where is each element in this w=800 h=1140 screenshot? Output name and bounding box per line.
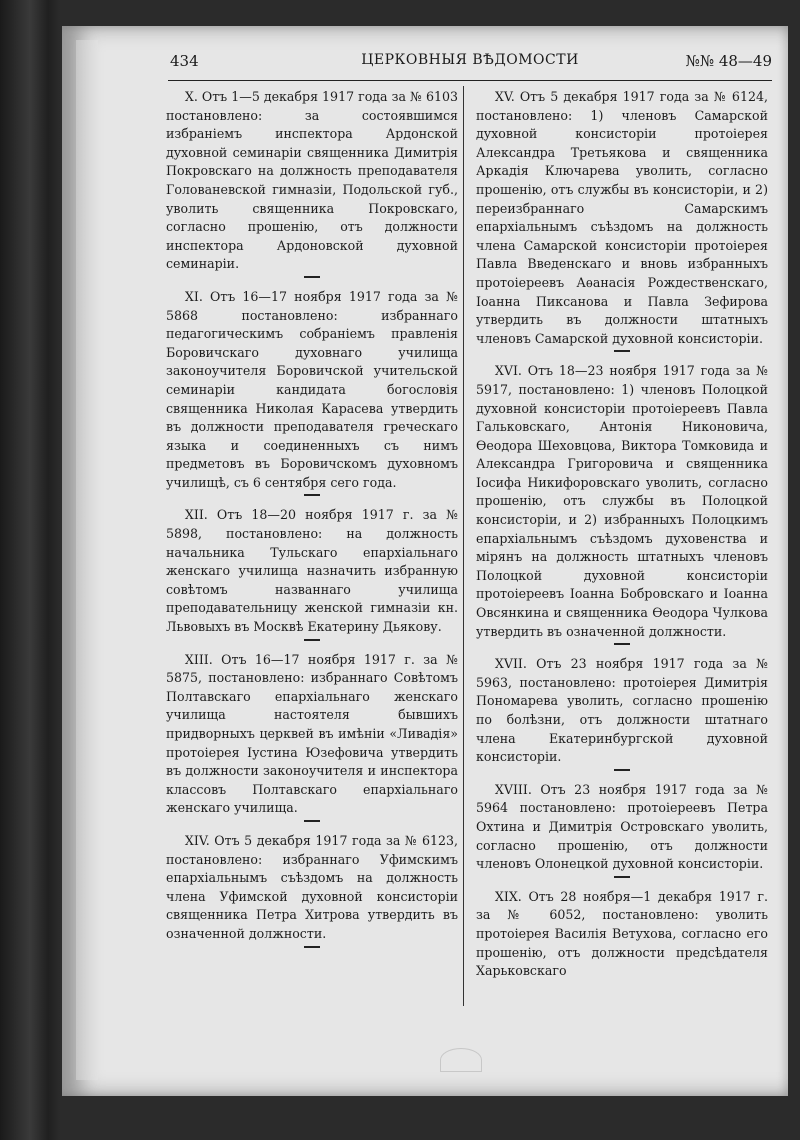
section-separator (304, 639, 320, 641)
left-column (166, 88, 458, 958)
issue-number: №№ 48—49 (685, 52, 772, 70)
section-separator (614, 643, 630, 645)
section-separator (614, 769, 630, 771)
section-separator (304, 276, 320, 278)
column-divider (463, 86, 464, 1006)
journal-title: ЦЕРКОВНЫЯ ВѢДОМОСТИ (361, 52, 579, 68)
right-column (476, 88, 768, 981)
decree-paragraph: XVII. Отъ 23 ноября 1917 года за № 5963, постановлено: протоіерея Димитрія Пономарева уволить, согласно прошенію по болѣзни, отъ должности штатнаго члена Екатеринбургской духовной консисторіи. (476, 656, 768, 765)
decree-paragraph: XVI. Отъ 18—23 ноября 1917 года за № 5917, постановлено: 1) членовъ Полоцкой духовной консисторіи протоіереевъ Павла Гальковскаго, Антонія Никоновича, Ѳеодора Шеховцова, Виктора Томковида и Александра Григоровича и священника Іосифа Никифоровскаго уволить, согласно прошенію, отъ службы въ Полоцкой консисторіи, и 2) избранныхъ Полоцкимъ епархіальнымъ съѣздомъ духовенства и мірянъ на должность штатныхъ членовъ Полоцкой духовной консисторіи протоіереевъ Іоанна Бобровскаго и Іоанна Овсянкина и священника Ѳеодора Чулкова утвердить въ означенной должности. (476, 363, 768, 639)
decree-paragraph: X. Отъ 1—5 декабря 1917 года за № 6103 постановлено: за состоявшимся избраніемъ инспектора Ардонской духовной семинаріи священника Димитрія Покровскаго на должность преподавателя Голованевской гимназіи, Подольской губ., уволить священника Покровскаго, согласно прошенію, отъ должности инспектора Ардоновской духовной семинаріи. (166, 89, 458, 272)
page-number: 434 (170, 52, 199, 70)
decree-paragraph: XI. Отъ 16—17 ноября 1917 года за № 5868 постановлено: избраннаго педагогическимъ собраніемъ правленія Боровичскаго духовнаго училища законоучителя Боровичской учительской семинаріи кандидата богословія священника Николая Карасева утвердить въ должности преподавателя греческаго языка и соединенныхъ съ нимъ предметовъ въ Боровичскомъ духовномъ училищѣ, съ 6 сентября сего года. (166, 288, 458, 490)
section-separator (304, 494, 320, 496)
library-stamp-mark (440, 1048, 482, 1072)
section-separator (304, 820, 320, 822)
decree-paragraph: XIII. Отъ 16—17 ноября 1917 г. за № 5875, постановлено: избраннаго Совѣтомъ Полтавскаго епархіальнаго женскаго училища настоятеля бывшихъ придворныхъ церквей въ имѣніи «Ливадія» протоіерея Іустина Юзефовича утвердить въ должности законоучителя и инспектора классовъ Полтавскаго епархіальнаго женскаго училища. (166, 651, 458, 816)
section-separator (614, 350, 630, 352)
decree-paragraph: XIV. Отъ 5 декабря 1917 года за № 6123, постановлено: избраннаго Уфимскимъ епархіальнымъ съѣздомъ на должность члена Уфимской духовной консисторіи священника Петра Хитрова утвердить въ означенной должности. (166, 832, 458, 941)
decree-paragraph: XV. Отъ 5 декабря 1917 года за № 6124, постановлено: 1) членовъ Самарской духовной консисторіи протоіерея Александра Третьякова и священника Аркадія Ключарева уволить, согласно прошенію, отъ службы въ консисторіи, и 2) переизбраннаго Самарскимъ епархіальнымъ съѣздомъ на должность члена Самарской консисторіи протоіерея Павла Введенскаго и вновь избранныхъ протоіереевъ Аѳанасія Рождественскаго, Іоанна Пиксанова и Павла Зефирова утвердить въ должности штатныхъ членовъ Самарской духовной консисторіи. (476, 89, 768, 346)
decree-paragraph: XVIII. Отъ 23 ноября 1917 года за № 5964 постановлено: протоіереевъ Петра Охтина и Димитрія Островскаго уволить, согласно прошенію, отъ должности членовъ Олонецкой духовной консисторіи. (476, 781, 768, 872)
page-gutter-shadow (76, 40, 98, 1080)
decree-paragraph: XIX. Отъ 28 ноября—1 декабря 1917 г. за № 6052, постановлено: уволить протоіерея Василія Ветухова, согласно его прошенію, отъ должности предсѣдателя Харьковскаго (476, 888, 768, 979)
decree-paragraph: XII. Отъ 18—20 ноября 1917 г. за № 5898, постановлено: на должность начальника Тульскаго епархіальнаго женскаго училища назначить избранную совѣтомъ названнаго училища преподавательницу женской гимназіи кн. Львовыхъ въ Москвѣ Екатерину Дьякову. (166, 507, 458, 635)
section-separator (614, 876, 630, 878)
section-separator (304, 946, 320, 948)
running-header (168, 52, 772, 81)
